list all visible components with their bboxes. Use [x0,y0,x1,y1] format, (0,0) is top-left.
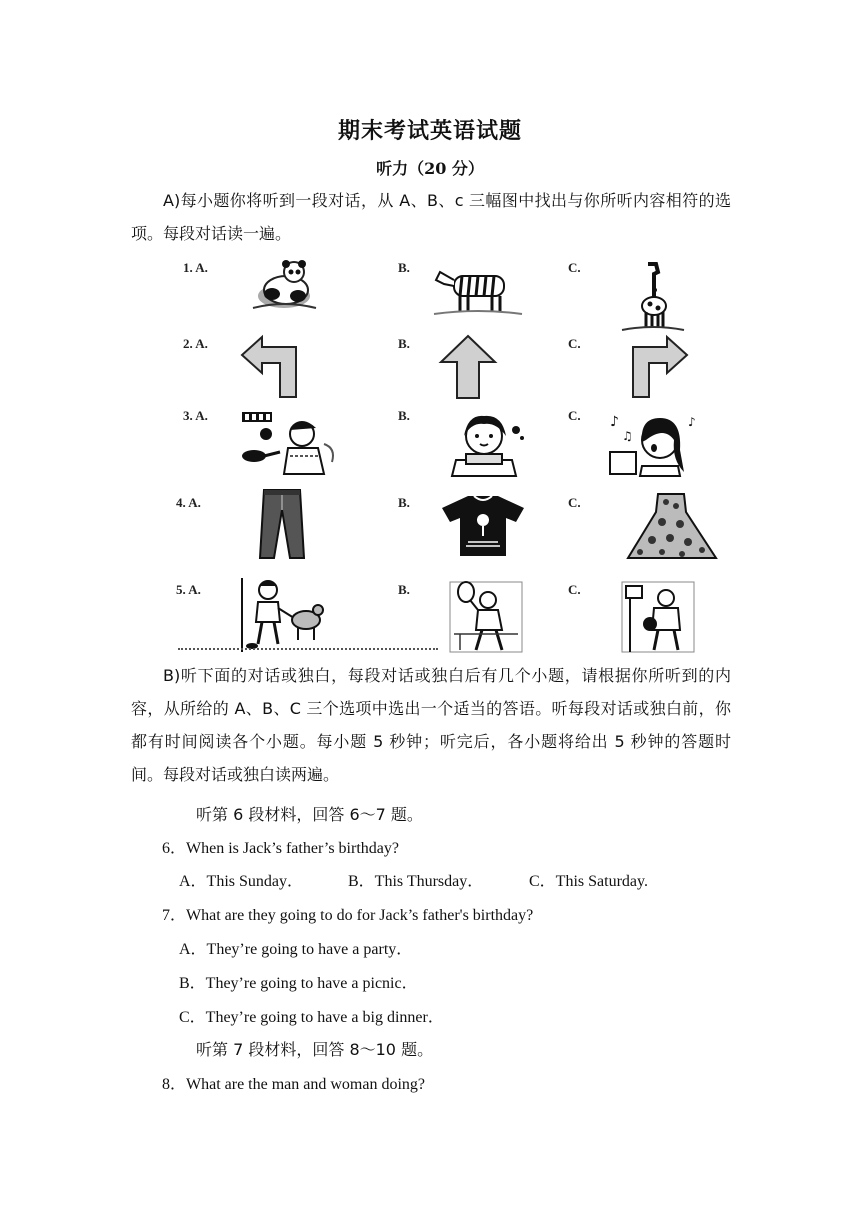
svg-text:♪: ♪ [688,415,696,429]
option-c-label-2: C. [568,336,581,351]
row-label-3: 3. A. [183,408,208,423]
option-b-label-5: B. [398,582,410,597]
panda-icon [248,256,320,314]
svg-text:♫: ♫ [622,429,633,443]
turn-left-arrow-icon [240,333,302,399]
basketball-player-icon [620,578,696,654]
option-b-label-3: B. [398,408,410,423]
zebra-icon [432,262,524,318]
option-c-label-1: C. [568,260,581,275]
section-heading-listening: 听力（20 分） [376,159,484,178]
option-b-label-2: B. [398,336,410,351]
option-c-label-5: C. [568,582,581,597]
singing-girl-icon [606,410,702,478]
row-label-2: 2. A. [183,336,208,351]
option-c-label-3: C. [568,408,581,423]
question-6: 6．When is Jack’s father’s birthday? [162,840,399,857]
question-6-option-c: C．This Saturday. [529,873,648,890]
section-b-instruction: B)听下面的对话或独白，每段对话或独白后有几个小题，请根据你所听到的内容，从所给的 A、B、C 三个选项中选出一个适当的答语。听每段对话或独白前，你都有时间阅读各个小题。每小题 5 秒钟；听完后，各小题将给出 5 秒钟的答题时间。每段对话或独白读两遍。 [131,666,731,784]
section-a-instruction: A)每小题你将听到一段对话，从 A、B、c 三幅图中找出与你所听内容相符的选项。每段对话读一遍。 [131,191,731,243]
question-7-option-c: C．They’re going to have a big dinner． [179,1009,444,1026]
option-b-label-4: B. [398,495,410,510]
giraffe-icon [618,260,688,334]
question-7: 7．What are they going to do for Jack’s father's birthday? [162,907,534,924]
page-title: 期末考试英语试题 [337,118,522,144]
material-7-instruction: 听第 7 段材料，回答 8～10 题。 [196,1040,434,1059]
trousers-icon [258,488,306,560]
turn-right-arrow-icon [627,333,689,399]
divider [178,648,438,656]
svg-text:♪: ♪ [610,414,619,430]
reading-girl-icon [436,410,536,478]
material-6-instruction: 听第 6 段材料，回答 6～7 题。 [196,805,423,824]
boy-with-dog-icon [238,578,324,652]
question-8: 8．What are the man and woman doing? [162,1076,426,1093]
row-label-4: 4. A. [176,495,201,510]
cooking-icon [240,408,344,478]
row-label-1: 1. A. [183,260,208,275]
option-c-label-4: C. [568,495,581,510]
go-straight-arrow-icon [437,334,499,400]
question-7-option-b: B．They’re going to have a picnic． [179,975,418,992]
question-6-option-a: A．This Sunday． [179,873,304,890]
question-6-option-b: B．This Thursday． [348,873,484,890]
tennis-player-icon [448,578,524,654]
dress-icon [626,492,718,560]
t-shirt-icon [440,494,526,558]
option-b-label-1: B. [398,260,410,275]
question-7-option-a: A．They’re going to have a party． [179,941,413,958]
row-label-5: 5. A. [176,582,201,597]
